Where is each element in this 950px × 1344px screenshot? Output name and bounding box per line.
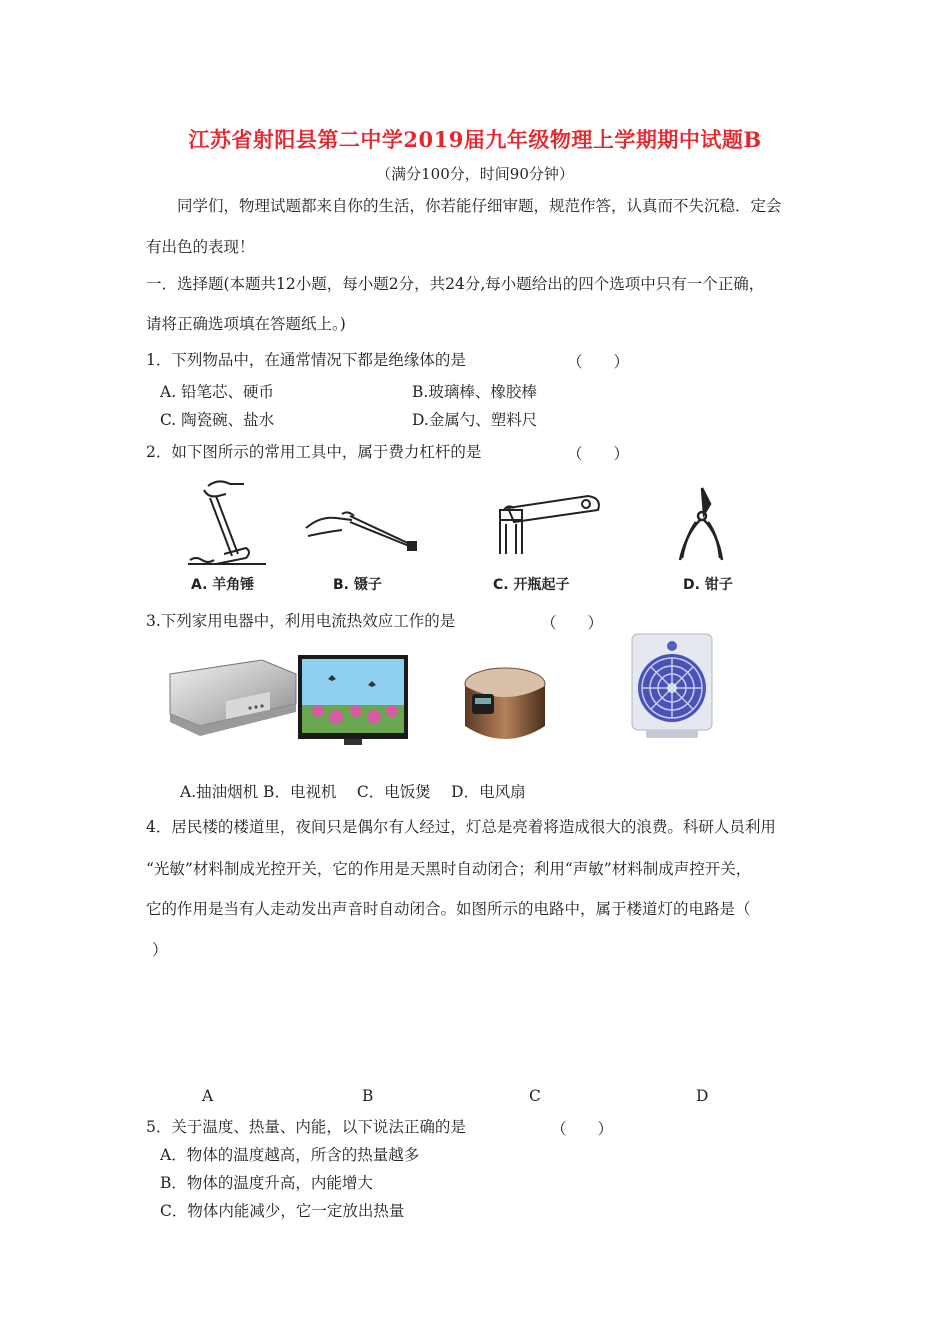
q1-option-d: D.金属勺、塑料尺	[412, 411, 538, 429]
intro-line-2: 有出色的表现！	[146, 238, 255, 256]
range-hood-photo	[166, 652, 298, 744]
section-heading-line-2: 请将正确选项填在答题纸上。)	[146, 315, 346, 333]
electric-fan-photo	[628, 630, 716, 742]
q4-figure-label-a: A	[202, 1087, 214, 1105]
q5-option-c: C．物体内能减少，它一定放出热量	[160, 1202, 405, 1220]
q5-answer-blank: （ ）	[551, 1120, 614, 1138]
q2-answer-blank: （ ）	[567, 445, 630, 463]
intro-line-1: 同学们，物理试题都来自你的生活，你若能仔细审题，规范作答，认真而不失沉稳．定会	[177, 197, 782, 215]
q1-option-c: C. 陶瓷碗、盐水	[160, 411, 275, 429]
q2-caption-a: A. 羊角锤	[191, 577, 255, 593]
q1-stem: 1．下列物品中，在通常情况下都是绝缘体的是	[146, 351, 466, 369]
pliers-illustration	[672, 484, 728, 564]
q4-line-2: “光敏”材料制成光控开关，它的作用是天黑时自动闭合；利用“声敏”材料制成声控开关，	[146, 860, 752, 878]
rice-cooker-photo	[456, 660, 554, 752]
q3-options: A.抽油烟机 B．电视机 C．电饭煲 D．电风扇	[180, 783, 526, 801]
q2-caption-c: C. 开瓶起子	[493, 577, 570, 593]
section-heading-line-1: 一．选择题(本题共12小题，每小题2分，共24分,每小题给出的四个选项中只有一个正确，	[146, 275, 765, 293]
q3-stem: 3.下列家用电器中，利用电流热效应工作的是	[146, 612, 456, 630]
q4-line-3: 它的作用是当有人走动发出声音时自动闭合。如图所示的电路中，属于楼道灯的电路是（	[146, 900, 751, 918]
q4-figure-label-d: D	[696, 1087, 709, 1105]
page-title: 江苏省射阳县第二中学2019届九年级物理上学期期中试题B	[188, 127, 762, 152]
q2-caption-d: D. 钳子	[683, 577, 733, 593]
q4-line-1: 4．居民楼的楼道里，夜间只是偶尔有人经过，灯总是亮着将造成很大的浪费。科研人员利用	[146, 818, 776, 836]
exam-info: （满分100分，时间90分钟）	[376, 165, 574, 183]
q1-option-a: A. 铅笔芯、硬币	[160, 383, 275, 401]
tweezers-illustration	[302, 500, 432, 560]
bottle-opener-illustration	[490, 488, 606, 558]
q1-answer-blank: （ ）	[567, 353, 630, 371]
q5-option-b: B．物体的温度升高，内能增大	[160, 1174, 373, 1192]
claw-hammer-illustration	[180, 476, 270, 571]
q3-answer-blank: （ ）	[541, 614, 604, 632]
q5-stem: 5．关于温度、热量、内能，以下说法正确的是	[146, 1118, 466, 1136]
television-photo	[298, 655, 408, 745]
q5-option-a: A．物体的温度越高，所含的热量越多	[160, 1146, 420, 1164]
q2-caption-b: B. 镊子	[333, 577, 382, 593]
q1-option-b: B.玻璃棒、橡胶棒	[412, 383, 537, 401]
q4-line-4: ）	[152, 941, 168, 959]
q4-figure-label-b: B	[362, 1087, 374, 1105]
q4-figure-label-c: C	[529, 1087, 541, 1105]
q2-stem: 2．如下图所示的常用工具中，属于费力杠杆的是	[146, 443, 482, 461]
